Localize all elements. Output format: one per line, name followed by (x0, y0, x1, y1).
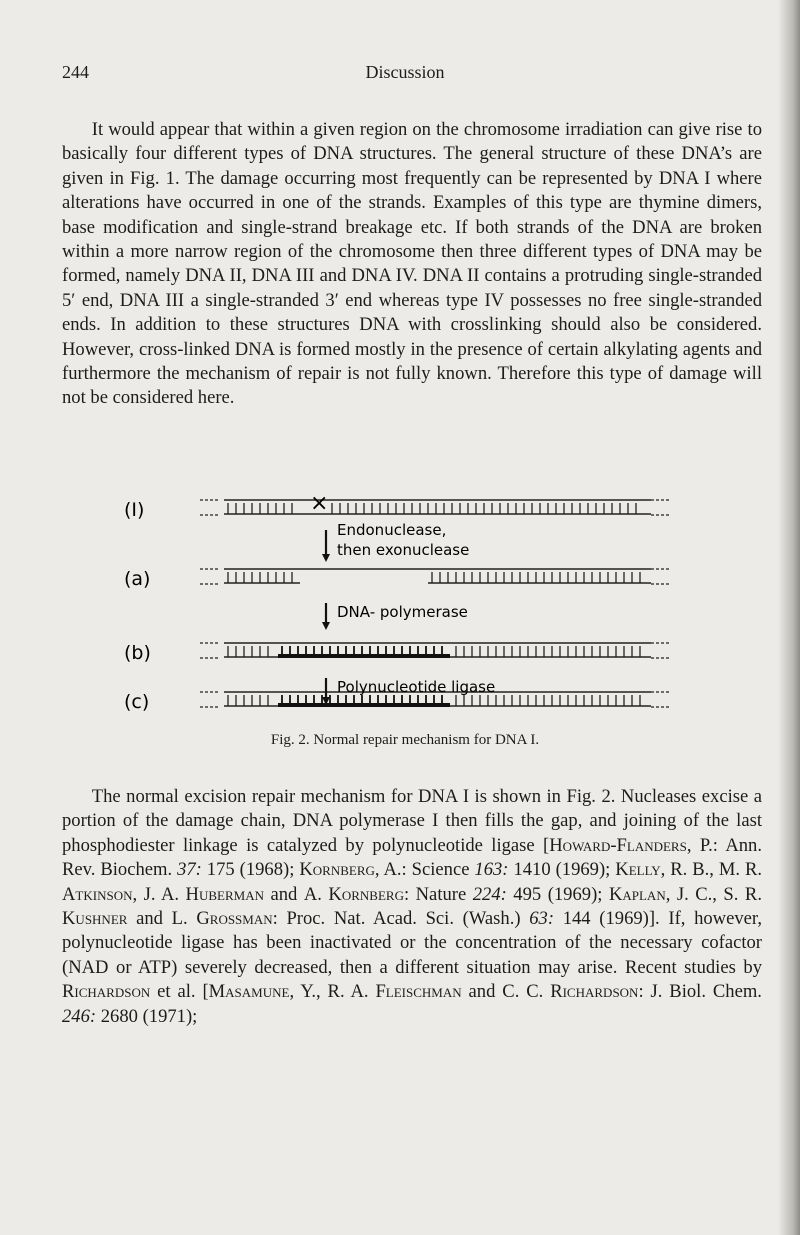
damage-mark: × (310, 491, 329, 516)
step-arrowhead (322, 622, 330, 630)
ref3-authors: Kelly, R. B., M. R. Atkinson, J. A. Huberman (62, 859, 763, 905)
ref4-and: and (127, 908, 172, 930)
ref4-pages: 144 (1969)]. (554, 908, 660, 930)
row-label: (c) (124, 691, 150, 713)
step-1-label-line2: then exonuclease (337, 541, 470, 559)
ref3-pages: 495 (1969); (506, 883, 609, 905)
ref4-authors: Kaplan, J. C., S. R. Kushner (62, 883, 762, 930)
et-al: et al. [ (150, 981, 209, 1003)
paragraph-2 (62, 785, 762, 1029)
dna-row (124, 642, 671, 664)
ref1-volume: 37: (177, 859, 202, 881)
ref1-authors: Howard-Flanders, P. (549, 834, 713, 856)
ref5-authors: Masamune, Y., R. A. Fleischman (208, 981, 462, 1003)
new-synthesis-segment (278, 654, 450, 658)
ref3-journal: : Nature (403, 883, 473, 905)
ref5-and: and (461, 981, 503, 1003)
new-synthesis-segment (278, 703, 450, 707)
ref5-pages: 2680 (1971); (96, 1005, 198, 1027)
ref1-pages: 175 (1968); (201, 859, 300, 881)
ref5-journal: : J. Biol. Chem. (638, 981, 762, 1003)
running-head: Discussion (365, 62, 445, 82)
ref2-authors: Kornberg, A. (299, 859, 402, 881)
ref5-authors-2: C. C. Richardson (502, 981, 639, 1003)
dna-row (124, 568, 671, 590)
step-arrowhead (322, 554, 330, 562)
ref4-volume: 63: (529, 908, 555, 930)
ref1-journal: : Ann. Rev. Biochem. (62, 834, 762, 881)
step-2-label: DNA- polymerase (337, 603, 468, 621)
row-label: (a) (124, 568, 151, 590)
figure-caption: Fig. 2. Normal repair mechanism for DNA I. (270, 732, 540, 748)
step-3-label: Polynucleotide ligase (337, 678, 496, 696)
ref3-authors-2: A. Kornberg (303, 883, 404, 905)
ref2-volume: 163: (474, 859, 509, 881)
figure-2-diagram (0, 476, 800, 726)
ref3-and: and (264, 883, 304, 905)
richardson-name: Richardson (62, 981, 151, 1003)
row-label: (I) (124, 499, 145, 521)
page-number: 244 (62, 62, 89, 82)
ref2-pages: 1410 (1969); (508, 859, 616, 881)
ref3-volume: 224: (472, 883, 507, 905)
row-label: (b) (124, 642, 151, 664)
ref4-journal: : Proc. Nat. Acad. Sci. (Wash.) (272, 908, 530, 930)
paragraph-1: It would appear that within a given region on the chromosome irradiation can give rise to basically four different types of DNA structures. The general structure of these DNA’s are given in Fig. 1. The damage occurring most frequently can be represented by DNA I where alterations have occurred in one of the strands. Examples of this type are thymine dimers, base modification and single-strand breakage etc. If both strands of the DNA are broken within a more narrow region of the chromosome then three different types of DNA may be formed, namely DNA II, DNA III and DNA IV. DNA II contains a protruding single-stranded 5′ end, DNA III a single-stranded 3′ end whereas type IV possesses no free single-stranded ends. In addition to these structures DNA with crosslinking should also be considered. However, cross-linked DNA is formed mostly in the presence of certain alkylating agents and furthermore the mechanism of repair is not fully known. Therefore this type of damage will not be considered here. (62, 119, 762, 409)
paragraph-2-intro: The normal excision repair mechanism for DNA I is shown in Fig. 2. Nucleases excise a portion of the damage chain, DNA polymerase I then fills the gap, and joining of the last phosphodiester linkage is catalyzed by polynucleotide ligase [ (62, 786, 762, 856)
step-1-label-line1: Endonuclease, (337, 521, 447, 539)
ref4-authors-2: L. Grossman (171, 908, 273, 930)
dna-row (124, 499, 671, 521)
ref5-volume: 246: (62, 1005, 97, 1027)
ref2-journal: : Science (401, 859, 475, 881)
paragraph-2-middle: If, however, polynucleotide ligase has been inactivated or the concentration of the necessary cofactor (NAD or ATP) severely decreased, then a different situation may arise. Recent studies by (62, 908, 763, 978)
